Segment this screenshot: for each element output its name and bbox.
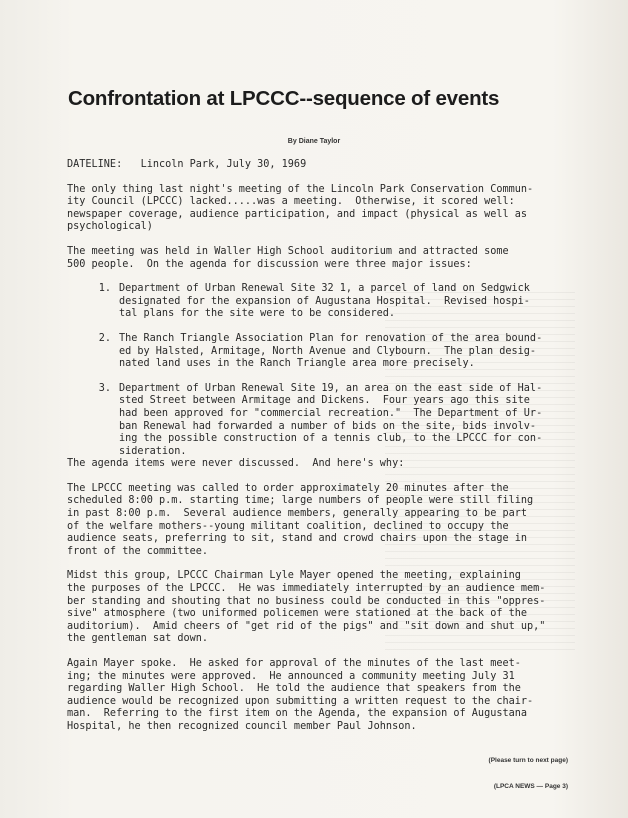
text-line: Department of Urban Renewal Site 19, an area on the east side of Hal- — [119, 382, 543, 394]
agenda-item-number: 1. — [98, 283, 111, 295]
agenda-item-number: 3. — [98, 382, 111, 394]
text-line: ing; the minutes were approved. He announced a community meeting July 31 — [67, 670, 515, 682]
continue-note: (Please turn to next page) — [488, 757, 568, 764]
text-line: sive" atmosphere (two uniformed policemen were stationed at the back of the — [67, 608, 528, 620]
text-line: nated land uses in the Ranch Triangle area more precisely. — [119, 358, 475, 370]
text-line: Department of Urban Renewal Site 32 1, a parcel of land on Sedgwick — [119, 283, 530, 295]
again-mayer-paragraph — [67, 658, 567, 734]
text-line: 500 people. On the agenda for discussion were three major issues: — [67, 258, 472, 270]
text-line: audience would be recognized upon submitting a written request to the chair- — [67, 695, 534, 707]
text-line: ed by Halsted, Armitage, North Avenue and Clybourn. The plan desig- — [119, 345, 537, 357]
text-line: front of the committee. — [67, 545, 209, 557]
text-line: the purposes of the LPCCC. He was immediately interrupted by an audience mem- — [67, 583, 546, 595]
text-line: scheduled 8:00 p.m. starting time; large numbers of people were still filing — [67, 495, 534, 507]
text-line: had been approved for "commercial recreation." The Department of Ur- — [119, 407, 543, 419]
text-line: man. Referring to the first item on the Agenda, the expansion of Augustana — [67, 708, 528, 720]
text-line: tal plans for the site were to be considered. — [119, 308, 396, 320]
text-line: regarding Waller High School. He told the audience that speakers from the — [67, 683, 521, 695]
text-line: Midst this group, LPCCC Chairman Lyle Mayer opened the meeting, explaining — [67, 570, 521, 582]
article-body — [67, 159, 567, 734]
text-line: designated for the expansion of Augustana Hospital. Revised hospi- — [119, 295, 530, 307]
dateline: DATELINE: Lincoln Park, July 30, 1969 — [67, 159, 307, 170]
text-line: ing the possible construction of a tennis club, to the LPCCC for con- — [119, 433, 543, 445]
byline: By Diane Taylor — [287, 138, 341, 145]
agenda-item-1 — [67, 283, 567, 321]
text-line: Hospital, he then recognized council member Paul Johnson. — [67, 720, 417, 732]
text-line: The meeting was held in Waller High School auditorium and attracted some — [67, 245, 509, 257]
text-line: auditorium). Amid cheers of "get rid of the pigs" and "sit down and shut up," — [67, 620, 546, 632]
text-line: the gentleman sat down. — [67, 633, 209, 645]
meeting-paragraph — [67, 246, 567, 271]
headline: Confrontation at LPCCC--sequence of events — [68, 87, 500, 110]
text-line: newspaper coverage, audience participation, and impact (physical as well as — [67, 208, 528, 220]
agenda-item-3 — [67, 383, 567, 459]
midst-group-paragraph — [67, 570, 567, 646]
text-line: in past 8:00 p.m. Several audience members, generally appearing to be part — [67, 508, 528, 520]
called-to-order-paragraph — [67, 483, 567, 559]
intro-paragraph — [67, 184, 567, 234]
text-line: of the welfare mothers--young militant coalition, declined to occupy the — [67, 520, 509, 532]
text-line: psychological) — [67, 221, 153, 233]
text-line: sted Street between Armitage and Dickens. Four years ago this site — [119, 395, 530, 407]
text-line: Again Mayer spoke. He asked for approval of the minutes of the last meet- — [67, 658, 521, 669]
text-line: The LPCCC meeting was called to order approximately 20 minutes after the — [67, 482, 509, 494]
agenda-item-2 — [67, 333, 567, 371]
text-line: sideration. — [119, 445, 187, 457]
text-line: The Ranch Triangle Association Plan for renovation of the area bound- — [119, 332, 543, 344]
page-footer: (LPCA NEWS — Page 3) — [493, 783, 568, 790]
agenda-item-number: 2. — [98, 332, 111, 344]
text-line: ity Council (LPCCC) lacked.....was a meeting. Otherwise, it scored well: — [67, 196, 515, 208]
text-line: The only thing last night's meeting of the Lincoln Park Conservation Commun- — [67, 183, 534, 195]
text-line: audience seats, preferring to sit, stand and crowd chairs upon the stage in — [67, 533, 528, 545]
text-line: ber standing and shouting that no business could be conducted in this "oppres- — [67, 595, 546, 607]
never-discussed-line: The agenda items were never discussed. And here's why: — [67, 458, 405, 470]
text-line: ban Renewal had forwarded a number of bids on the site, bids involv- — [119, 420, 537, 432]
